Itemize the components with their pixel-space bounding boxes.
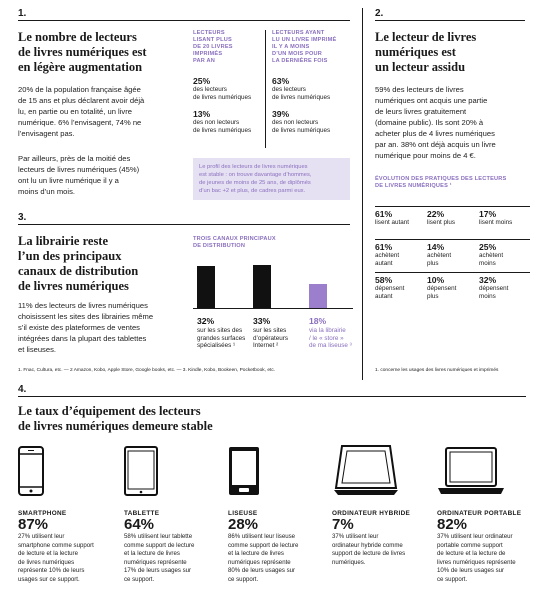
stat-value: 13%: [193, 109, 211, 119]
chart-value-label: 33%: [253, 316, 271, 326]
stat-caption: LECTEURS AYANT LU UN LIVRE IMPRIMÉ IL Y A MOINS D’UN MOIS POUR LA DERNIÈRE FOIS: [272, 30, 337, 64]
practices-grid: [375, 206, 530, 305]
section-4-rule: [18, 396, 526, 397]
section-2-title: Le lecteur de livres numériques est un lecteur assidu: [375, 30, 477, 74]
practice-row: 61% lisent autant 22% lisent plus 17% lisent moins: [375, 209, 513, 226]
reader-profile-callout: Le profil des lecteurs de livres numériques est stable : on trouve davantage d’hommes, de jeunes de moins de 25 ans, de diplômés d’un bac +2 et plus, de cadres parmi eux.: [193, 158, 350, 200]
device-percentage: 28%: [228, 516, 259, 533]
chart-bar: [309, 284, 327, 308]
chart-bar: [197, 266, 215, 308]
chart-category-label: via la librairie / le « store » de ma liseuse ³: [309, 327, 352, 349]
section-1-title: Le nombre de lecteurs de livres numériques est en légère augmentation: [18, 30, 147, 74]
section-1-paragraph-2: Par ailleurs, près de la moitié des lecteurs de livres numériques (45%) ont lu un livre numérique il y a moins d’un mois.: [18, 154, 140, 196]
device-smartphone: SMARTPHONE 87% 27% utilisent leur smartphone comme support de lecture et la lecture de livres numériques représente 10% de leurs usages sur ce support.: [18, 510, 118, 585]
stat-column-heavy-readers: LECTEURS LISANT PLUS DE 20 LIVRES IMPRIMÉS PAR AN 25% des lecteurs de livres numériques 13% des non lecteurs de livres numériques: [193, 30, 263, 134]
column-divider: [265, 30, 266, 148]
section-2-divider: [362, 8, 363, 380]
section-2-paragraph: 59% des lecteurs de livres numériques ont acquis une partie de leurs livres gratuitement (domaine public). Ils sont 20% à acheter plus de 4 livres numériques par an. 38% ont déjà acquis un livre numérique pour moins de 4 €.: [375, 85, 496, 160]
section-3-footnote: 1. Fnac, Cultura, etc. — 2 Amazon, Kobo, Apple Store, Google books, etc. — 3. Kindle, Kobo, Bookeen, Pocketbook, etc.: [18, 368, 276, 373]
chart-caption: TROIS CANAUX PRINCIPAUX DE DISTRIBUTION: [193, 236, 276, 249]
section-1-number: 1.: [18, 8, 27, 19]
ereader-icon: [228, 446, 260, 496]
stat-caption: LECTEURS LISANT PLUS DE 20 LIVRES IMPRIMÉS PAR AN: [193, 30, 233, 64]
section-1-paragraph-1: 20% de la population française âgée de 15 ans et plus déclarent avoir déjà lu, en partie ou en totalité, un livre numérique. 6% l’envisagent, 74% ne l’envisagent pas.: [18, 85, 145, 138]
device-tablet: TABLETTE 64% 58% utilisent leur tablette comme support de lecture et la lecture de livres numériques représente 17% de leurs usages sur ce support.: [124, 510, 224, 585]
section-3-rule: [18, 224, 350, 225]
chart-bar: [253, 265, 271, 308]
section-3-title: La librairie reste l’un des principaux canaux de distribution de livres numériques: [18, 234, 139, 293]
practice-row: 58% dépensent autant 10% dépensent plus 32% dépensent moins: [375, 275, 509, 300]
practices-caption: ÉVOLUTION DES PRATIQUES DES LECTEURS DE LIVRES NUMÉRIQUES ¹: [375, 176, 507, 189]
section-2-footnote: 1. concerne les usages des livres numériques et imprimés: [375, 368, 499, 373]
device-hybrid-laptop: ORDINATEUR HYBRIDE 7% 37% utilisent leur ordinateur hybride comme support de lecture de livres numériques.: [332, 510, 432, 567]
chart-category-label: sur les sites des grandes surfaces spécialisées ¹: [197, 327, 246, 349]
smartphone-icon: [18, 446, 44, 496]
section-2-number: 2.: [375, 8, 384, 19]
device-percentage: 82%: [437, 516, 468, 533]
stat-value: 39%: [272, 109, 290, 119]
section-1-rule: [18, 20, 350, 21]
hybrid-laptop-icon: [332, 444, 400, 496]
chart-baseline: [193, 308, 353, 309]
distribution-chart: [193, 252, 353, 354]
section-3-paragraph: 11% des lecteurs de livres numériques choisissent les sites des librairies même s’il existe des plateformes de ventes intégrées dans la plupart des tablettes et liseuses.: [18, 301, 154, 354]
laptop-icon: [437, 446, 505, 496]
device-percentage: 7%: [332, 516, 354, 533]
device-ereader: LISEUSE 28% 86% utilisent leur liseuse comme support de lecture et la lecture de livres numériques représente 80% de leurs usages sur ce support.: [228, 510, 328, 585]
chart-value-label: 32%: [197, 316, 215, 326]
section-3-number: 3.: [18, 212, 27, 223]
stat-column-recent-print: LECTEURS AYANT LU UN LIVRE IMPRIMÉ IL Y A MOINS D’UN MOIS POUR LA DERNIÈRE FOIS 63% des lecteurs de livres numériques 39% des non lecteurs de livres numériques: [272, 30, 354, 134]
stat-value: 25%: [193, 76, 211, 86]
device-percentage: 64%: [124, 516, 155, 533]
practice-row: 61% achètent autant 14% achètent plus 25% achètent moins: [375, 242, 504, 267]
chart-value-label: 18%: [309, 316, 327, 326]
section-4-number: 4.: [18, 384, 27, 395]
section-4-title: Le taux d’équipement des lecteurs de livres numériques demeure stable: [18, 404, 213, 433]
stat-value: 63%: [272, 76, 290, 86]
section-2-rule: [375, 20, 525, 21]
tablet-icon: [124, 446, 158, 496]
device-laptop: ORDINATEUR PORTABLE 82% 37% utilisent leur ordinateur portable comme support de lecture et la lecture de livres numériques représente 10% de leurs usages sur ce support.: [437, 510, 533, 585]
device-percentage: 87%: [18, 516, 49, 533]
chart-category-label: sur les sites d’opérateurs Internet ²: [253, 327, 289, 349]
